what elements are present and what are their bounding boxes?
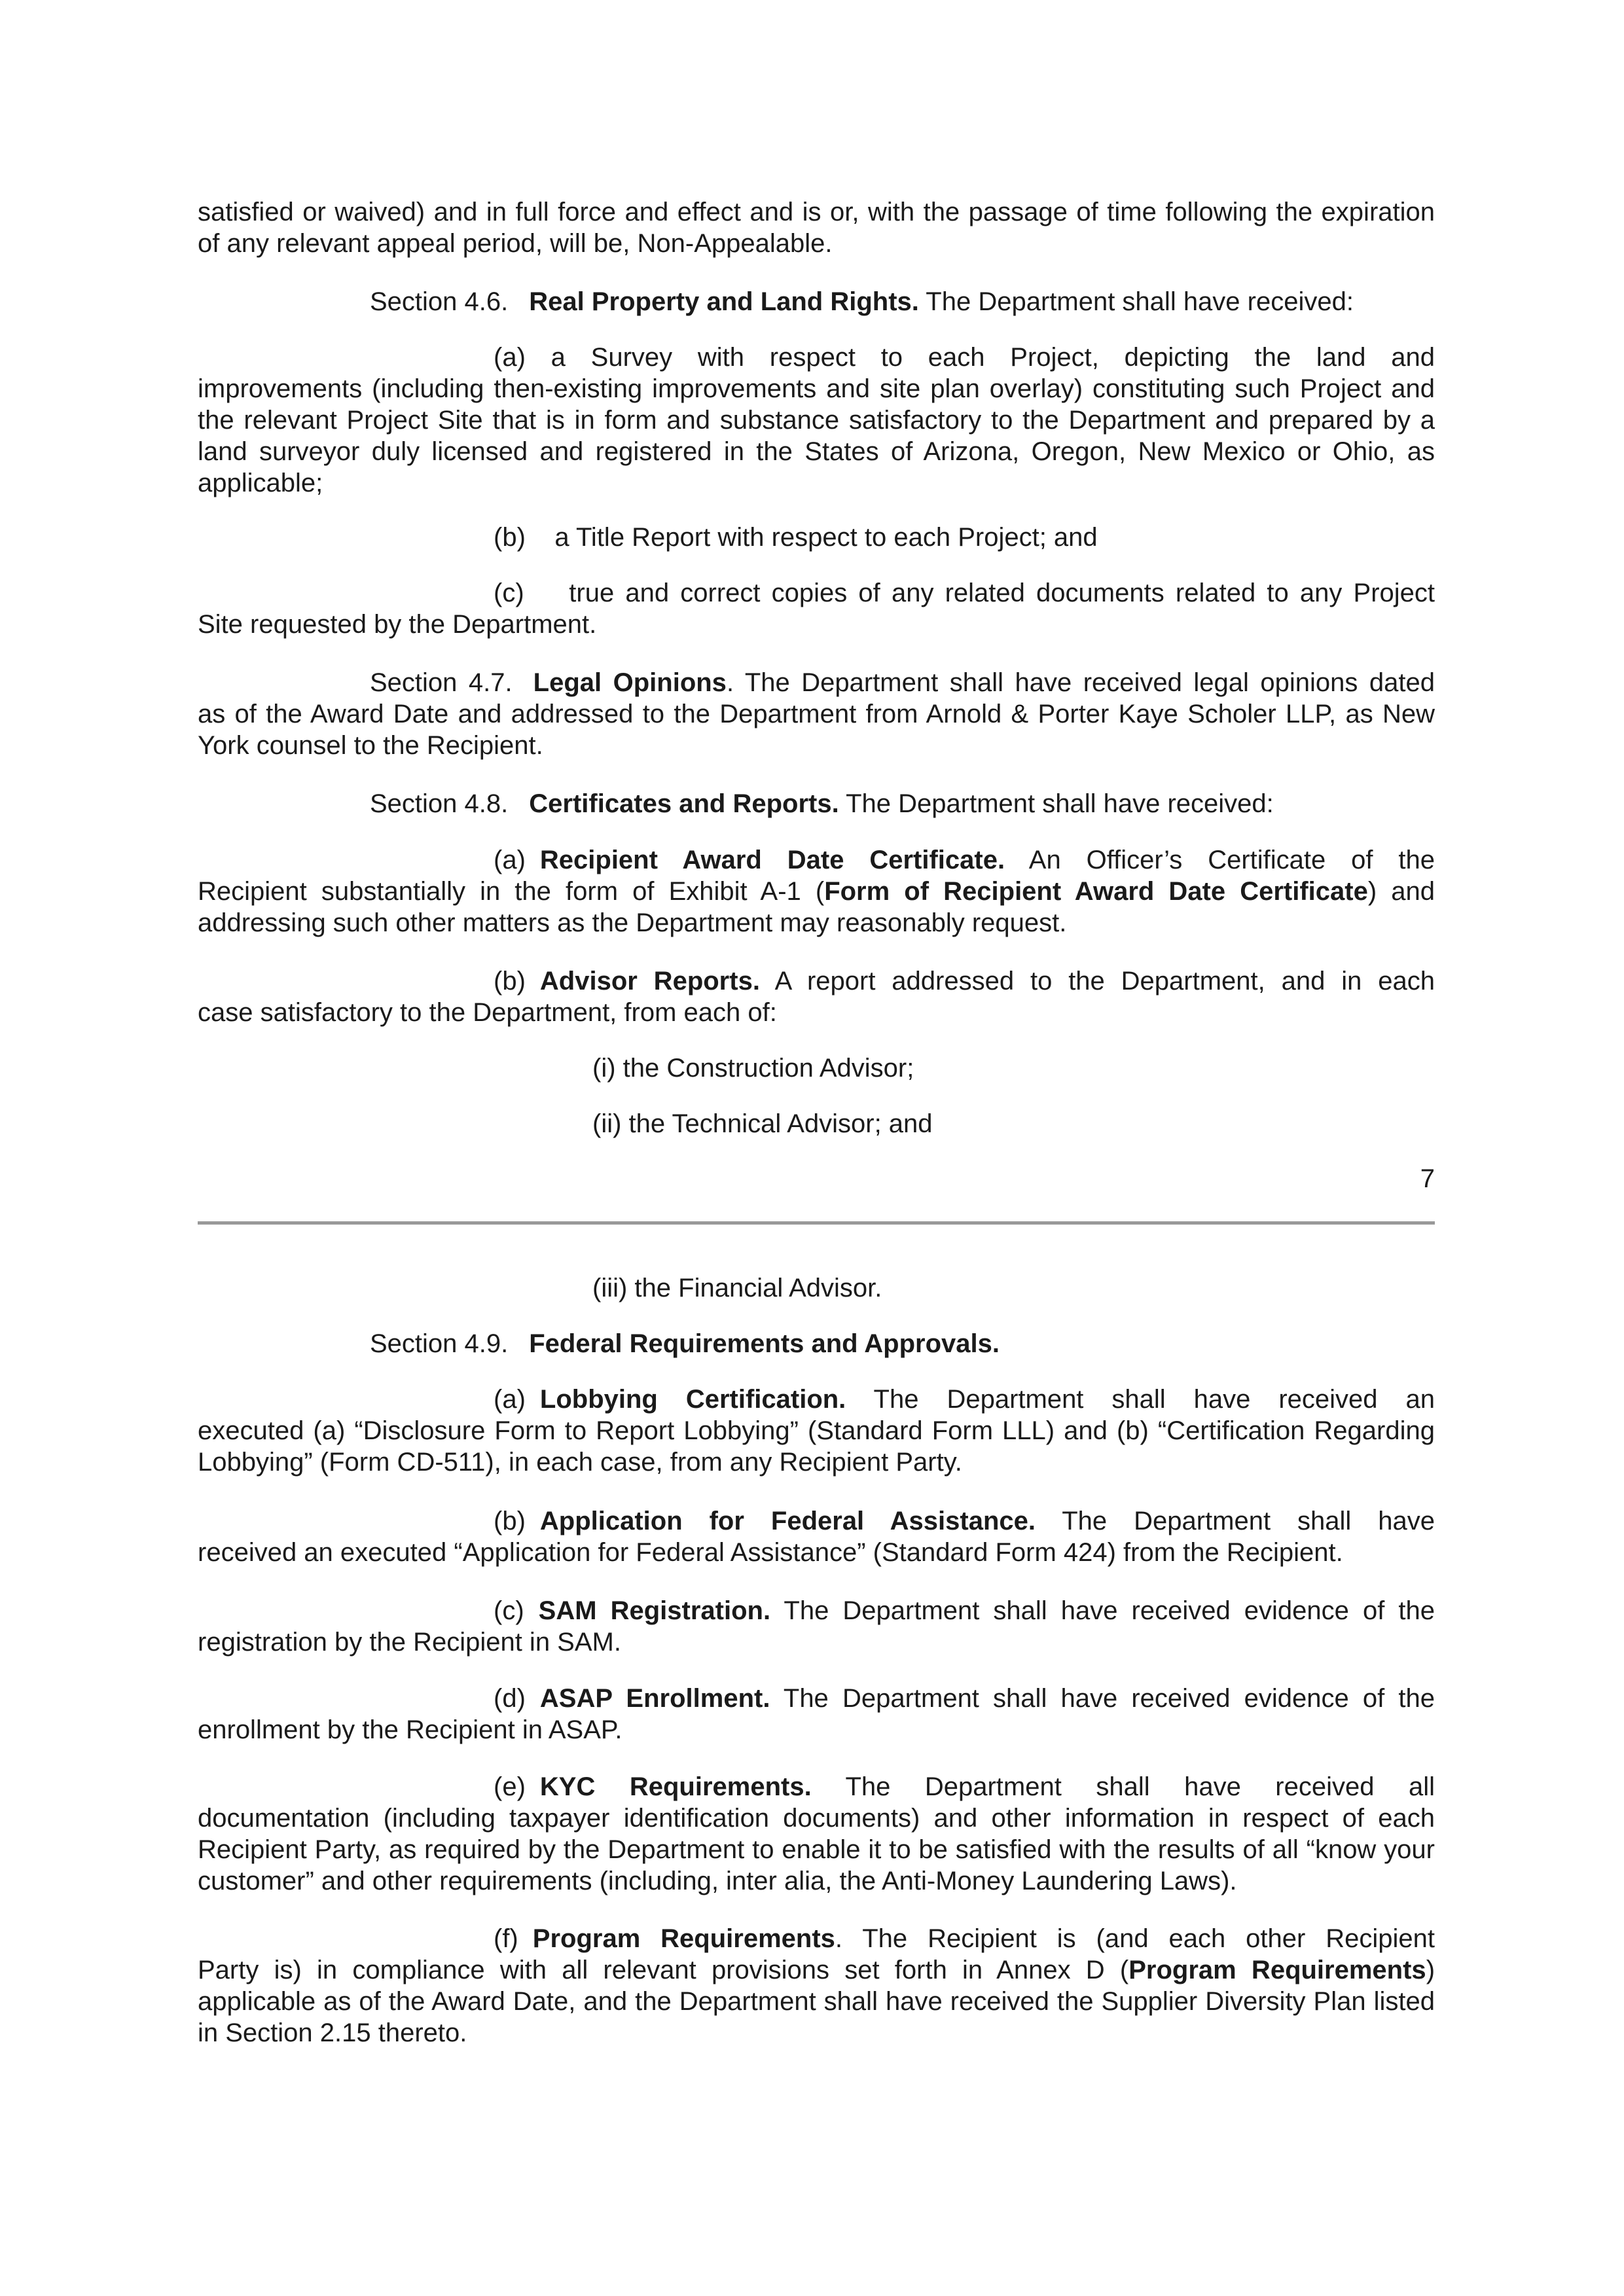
clause-body: case satisfactory to the Department, from each of: [198, 998, 777, 1027]
clause-title: Application for Federal Assistance. [539, 1507, 1036, 1535]
clause-4-6-a [198, 342, 1435, 499]
clause-4-6-c [198, 577, 1435, 640]
clause-body: executed (a) “Disclosure Form to Report Lobbying” (Standard Form LLL) and (b) “Certification Regarding Lobbying” (Form CD-511), in each case, from any Recipient Party. [198, 1416, 1435, 1477]
section-title: Certificates and Reports. [529, 789, 839, 818]
clause-title: Advisor Reports. [539, 967, 760, 996]
clause-title: KYC Requirements. [539, 1772, 812, 1801]
section-text: The Department shall have received: [839, 789, 1274, 818]
section-body: as of the Award Date and addressed to the Department from Arnold & Porter Kaye Scholer LLP, as New York counsel to the Recipient. [198, 700, 1435, 760]
clause-body: documentation (including taxpayer identification documents) and other information in respect of each Recipient Party, as required by the Department to enable it to be satisfied with the results of all “know your customer” and other requirements (including, inter alia, the Anti-Money Laundering Laws). [198, 1804, 1435, 1895]
clause-4-9-c [198, 1595, 1435, 1658]
page-divider [198, 1221, 1435, 1225]
clause-body-pre: Recipient substantially in the form of Exhibit A-1 ( [198, 877, 825, 906]
clause-label: (a) [494, 846, 526, 874]
clause-body: Site requested by the Department. [198, 610, 597, 639]
clause-4-6-b [198, 522, 1435, 553]
clause-4-8-b [198, 965, 1435, 1028]
clause-title: Recipient Award Date Certificate. [539, 846, 1005, 874]
clause-body: improvements (including then-existing improvements and site plan overlay) constituting such Project and the relevant Project Site that is in form and substance satisfactory to the Department and prepared by a land surveyor duly licensed and registered in the States of Arizona, Oregon, New Mexico or Ohio, as applicable; [198, 374, 1435, 497]
clause-label: (f) [494, 1924, 518, 1953]
clause-4-9-b [198, 1505, 1435, 1568]
clause-lead: (c) true and correct copies of any related documents related to any Project [494, 579, 1435, 607]
clause-text: The Department shall have [1036, 1507, 1435, 1535]
advisor-item-i: (i) the Construction Advisor; [592, 1054, 914, 1083]
clause-4-9-e [198, 1771, 1435, 1897]
clause-label: (d) [494, 1684, 526, 1713]
section-text: . The Department shall have received legal opinions dated [726, 668, 1435, 697]
section-number: Section 4.8. [370, 789, 509, 818]
clause-title: SAM Registration. [538, 1596, 771, 1625]
advisor-item-ii: (ii) the Technical Advisor; and [592, 1109, 933, 1138]
continued-line-1: satisfied or waived) and in full force and effect and is or, with the passage of time following the expiration [198, 198, 1435, 226]
section-4-8-heading [198, 788, 1435, 819]
clause-text: An Officer’s Certificate of the [1005, 846, 1435, 874]
clause-text: The Department shall have received all [811, 1772, 1435, 1801]
section-4-6-heading [198, 286, 1435, 317]
advisor-item-iii: (iii) the Financial Advisor. [592, 1274, 882, 1302]
clause-4-8-a [198, 844, 1435, 939]
clause-body: registration by the Recipient in SAM. [198, 1628, 621, 1657]
clause-body-bold: Program Requirements [1128, 1956, 1426, 1984]
clause-text: A report addressed to the Department, and in each [759, 967, 1435, 996]
section-number: Section 4.9. [370, 1329, 509, 1358]
clause-label: (b) [494, 1507, 526, 1535]
section-title: Legal Opinions [533, 668, 727, 697]
section-text: The Department shall have received: [918, 287, 1354, 316]
continued-line-2: of any relevant appeal period, will be, Non-Appealable. [198, 229, 833, 258]
clause-4-9-a [198, 1384, 1435, 1478]
clause-label: (e) [494, 1772, 526, 1801]
section-4-7 [198, 667, 1435, 761]
section-title: Real Property and Land Rights. [529, 287, 919, 316]
clause-label: (a) [494, 1385, 526, 1414]
clause-title: ASAP Enrollment. [539, 1684, 770, 1713]
clause-body-bold: Form of Recipient Award Date Certificate [824, 877, 1368, 906]
section-number: Section 4.6. [370, 287, 509, 316]
clause-lead: (a) a Survey with respect to each Project, depicting the land and [494, 343, 1435, 372]
clause-body-pre: Party is) in compliance with all relevant provisions set forth in Annex D ( [198, 1956, 1129, 1984]
clause-label: (c) [494, 1596, 524, 1625]
section-number: Section 4.7. [370, 668, 513, 697]
clause-title: Program Requirements [532, 1924, 835, 1953]
clause-label: (b) [494, 967, 526, 996]
clause-text: The Department shall have received an [846, 1385, 1435, 1414]
clause-text: . The Recipient is (and each other Recipient [835, 1924, 1435, 1953]
clause-title: Lobbying Certification. [539, 1385, 846, 1414]
continued-paragraph [198, 196, 1435, 259]
clause-body-post: ) and addressing such other matters as the Department may reasonably request. [198, 877, 1435, 937]
clause-4-9-d [198, 1683, 1435, 1746]
clause-body: received an executed “Application for Federal Assistance” (Standard Form 424) from the Recipient. [198, 1538, 1343, 1567]
clause-body-post: ) applicable as of the Award Date, and the Department shall have received the Supplier Diversity Plan listed in Section 2.15 thereto. [198, 1956, 1435, 2047]
section-title: Federal Requirements and Approvals. [529, 1329, 1000, 1358]
page-number: 7 [1420, 1164, 1435, 1193]
clause-4-9-f [198, 1923, 1435, 2049]
section-4-9-heading [198, 1328, 1435, 1359]
clause-text: (b) a Title Report with respect to each Project; and [494, 523, 1098, 552]
clause-body: enrollment by the Recipient in ASAP. [198, 1715, 623, 1744]
clause-text: The Department shall have received evidence of the [770, 1596, 1435, 1625]
clause-text: The Department shall have received evidence of the [770, 1684, 1435, 1713]
